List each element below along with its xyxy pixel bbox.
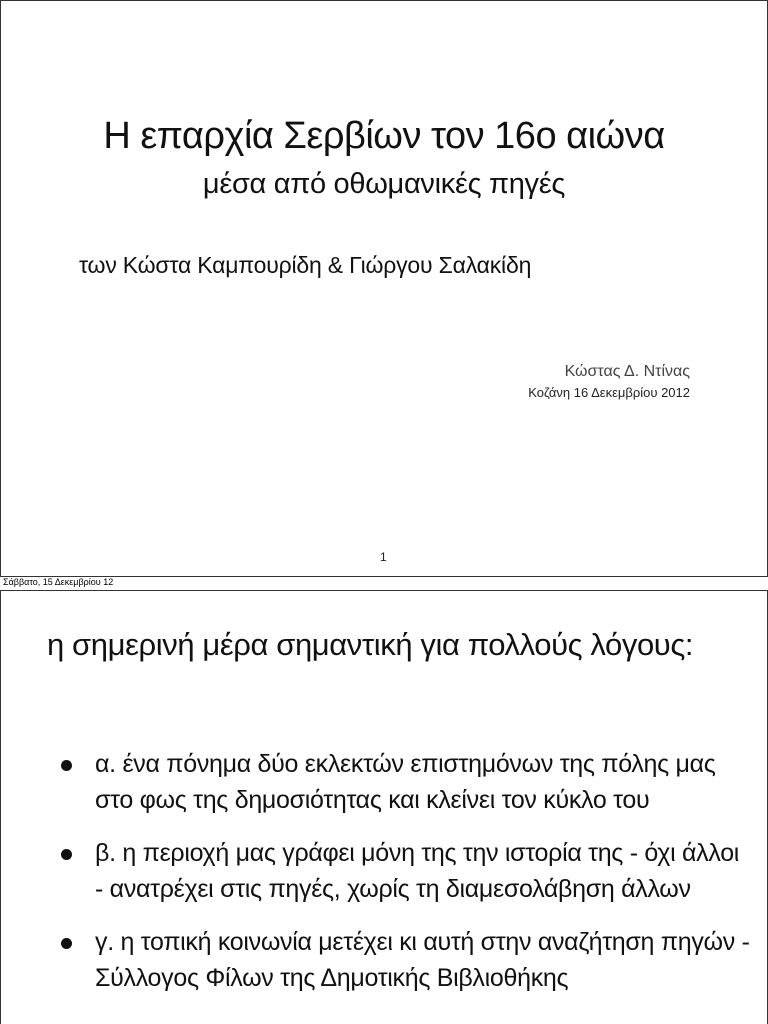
list-item-text: β. η περιοχή μας γράφει μόνη της την ιστορία της - όχι άλλοι - ανατρέχει στις πηγές, χωρίς τη διαμεσολάβηση άλλων: [95, 839, 740, 903]
authors-line: των Κώστα Καμπουρίδη & Γιώργου Σαλακίδη: [79, 252, 532, 278]
place-date: Κοζάνη 16 Δεκεμβρίου 2012: [528, 385, 690, 400]
bullet-list: [61, 746, 751, 1013]
list-item: [61, 746, 751, 818]
slide-heading: η σημερινή μέρα σημαντική για πολλούς λόγους:: [47, 627, 694, 662]
page-number: 1: [380, 550, 387, 564]
bullet-dot-icon: [61, 849, 72, 860]
list-item: [61, 835, 751, 907]
bullet-dot-icon: [61, 760, 72, 771]
bullet-dot-icon: [61, 938, 72, 949]
presenter-name: Κώστας Δ. Ντίνας: [564, 363, 690, 380]
print-date-footer: Σάββατο, 15 Δεκεμβρίου 12: [3, 577, 114, 587]
slide-title: Η επαρχία Σερβίων τον 16ο αιώνα: [103, 115, 665, 157]
slide-subtitle: μέσα από οθωμανικές πηγές: [202, 168, 566, 200]
list-item: [61, 924, 751, 996]
content-slide: [0, 590, 768, 1024]
list-item-text: γ. η τοπική κοινωνία μετέχει κι αυτή στην αναζήτηση πηγών - Σύλλογος Φίλων της Δημοτικής Βιβλιοθήκης: [95, 928, 750, 992]
list-item-text: α. ένα πόνημα δύο εκλεκτών επιστημόνων της πόλης μας στο φως της δημοσιότητας και κλείνει τον κύκλο του: [95, 750, 716, 814]
